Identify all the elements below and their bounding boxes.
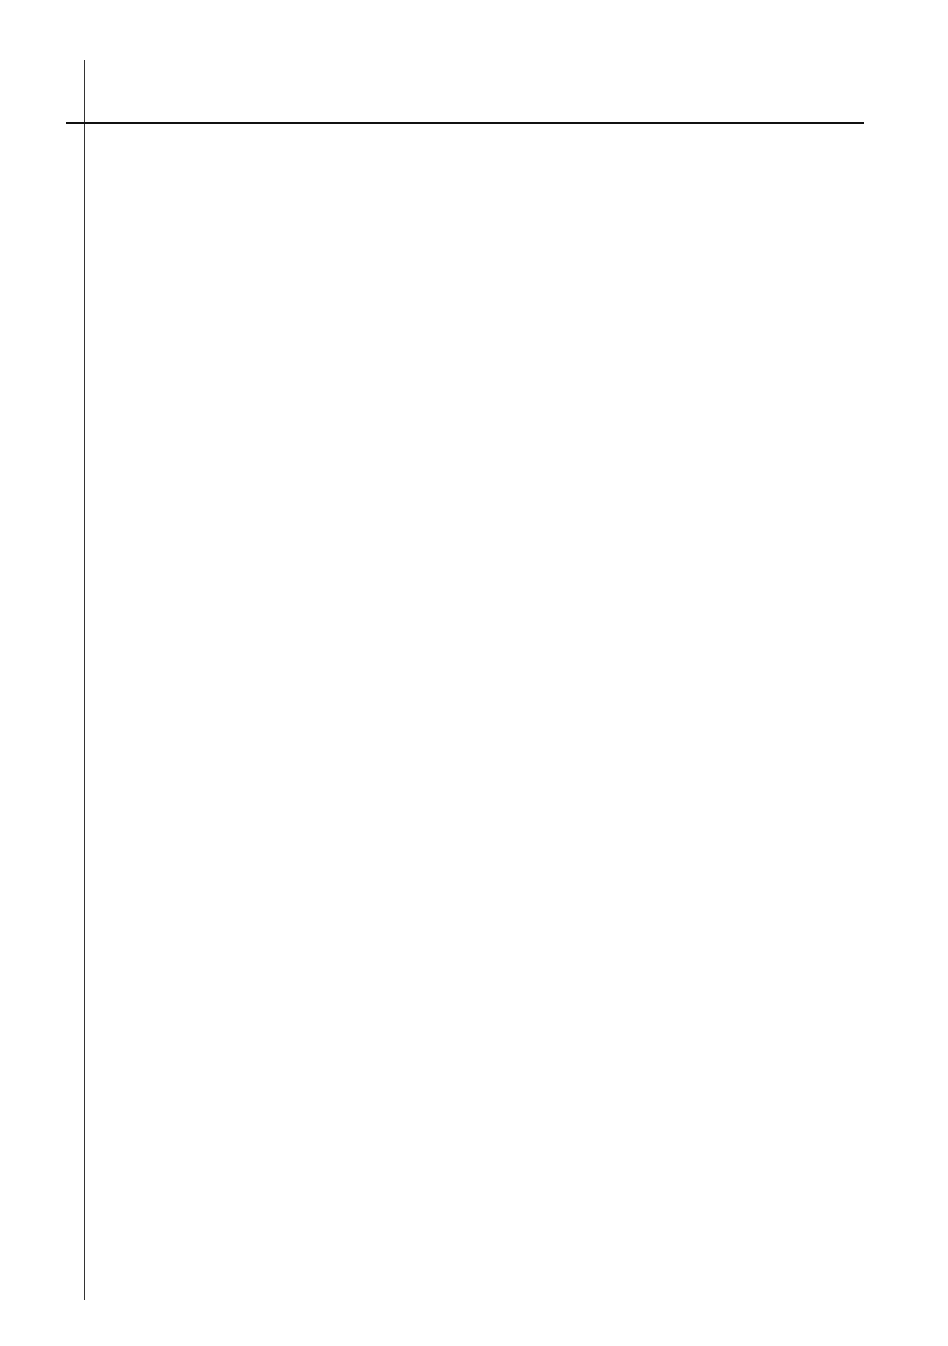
page-header [66,80,862,122]
margin-line [84,60,85,1300]
header-rule [66,122,864,124]
